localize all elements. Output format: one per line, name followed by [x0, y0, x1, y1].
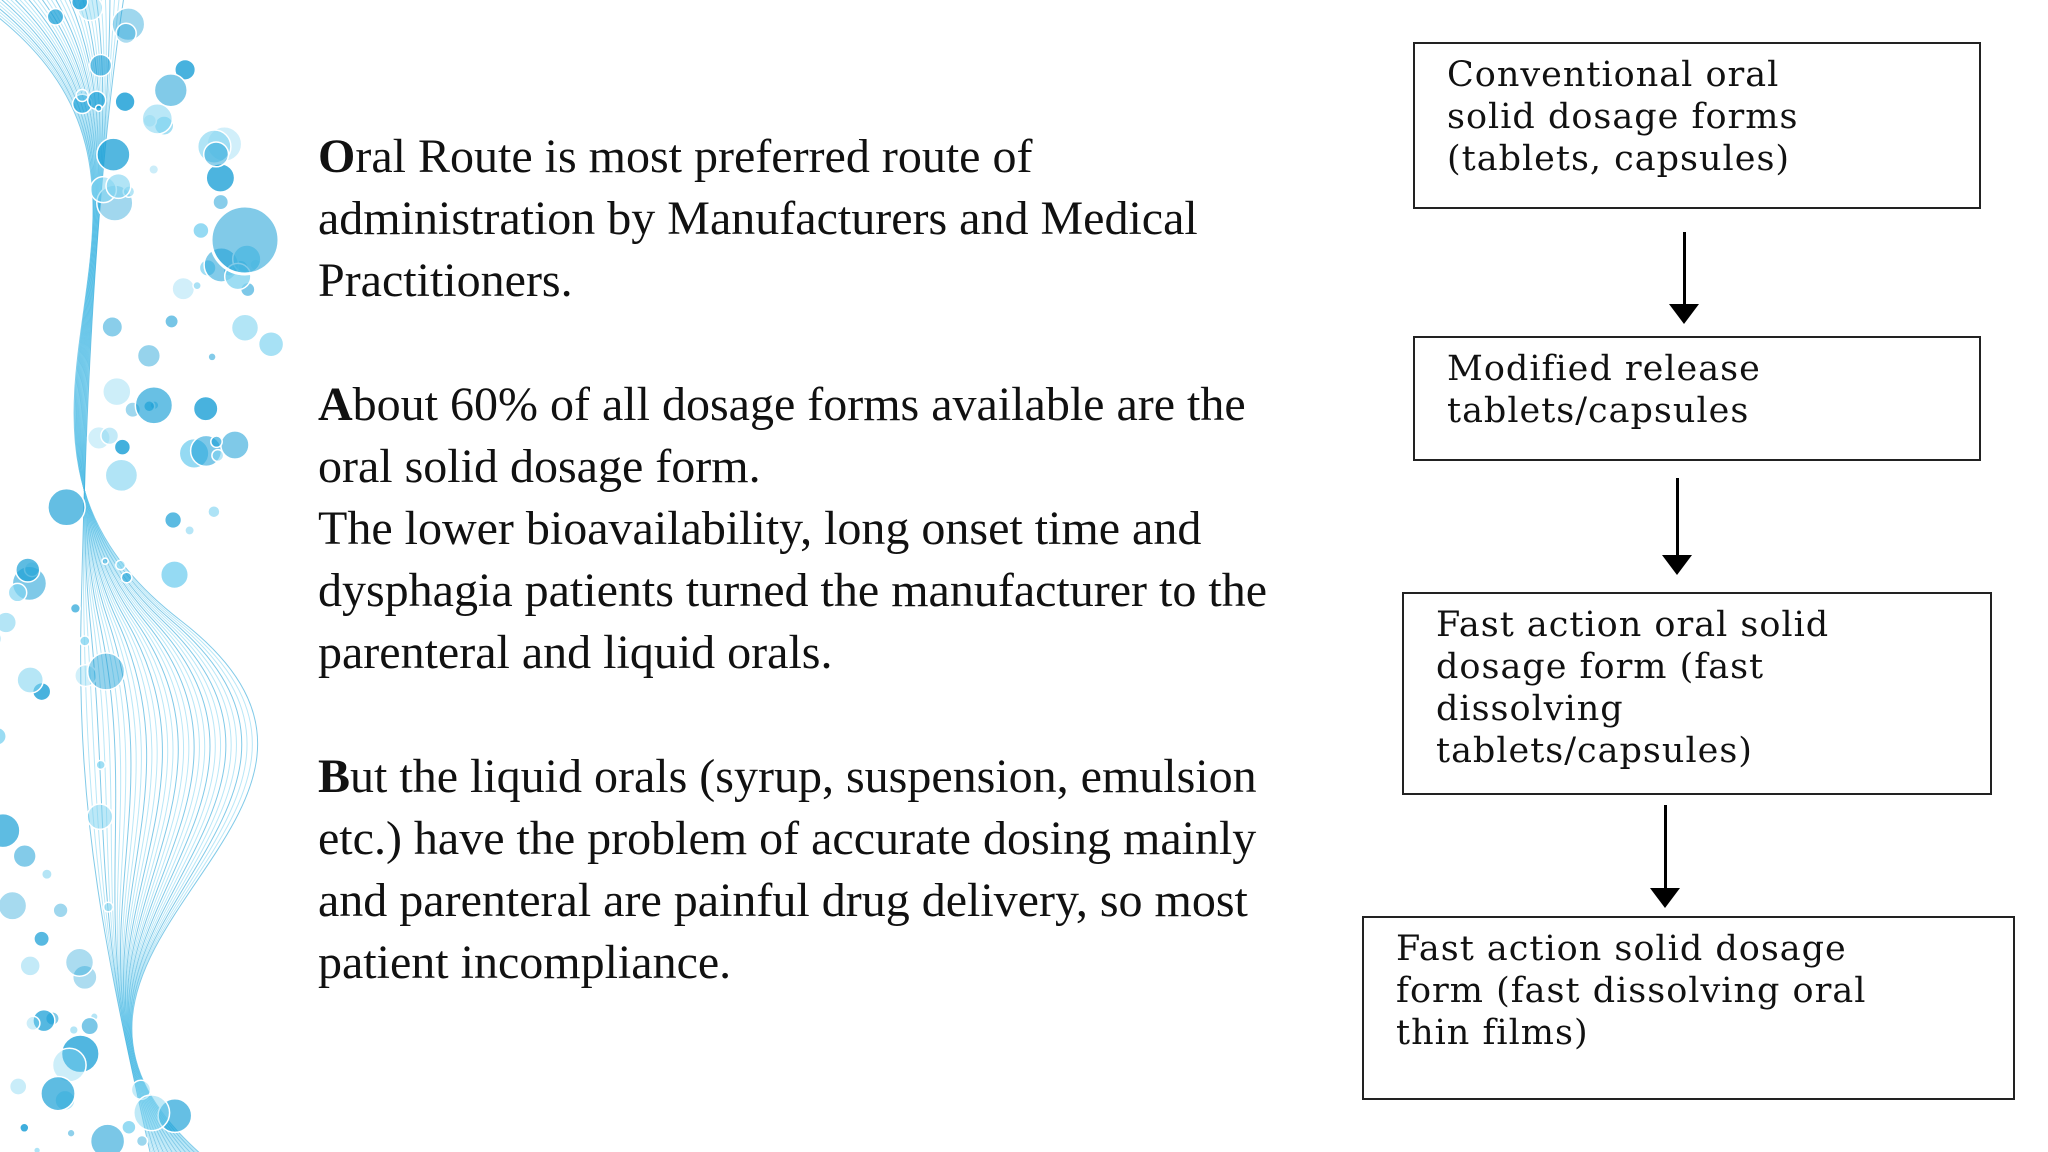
- flow-box-line: thin films): [1396, 1013, 1589, 1053]
- flow-arrow-3: [1650, 805, 1680, 908]
- flow-box-line: dissolving: [1436, 689, 1624, 729]
- flow-box-thin-films: [1362, 916, 2015, 1100]
- flow-box-modified-release: [1413, 336, 1981, 461]
- flow-box-line: dosage form (fast: [1436, 647, 1765, 687]
- paragraph-dosage-share: About 60% of all dosage forms available are the oral solid dosage form.: [318, 378, 1246, 493]
- decorative-bubble-wave-border: [0, 0, 330, 1152]
- flow-box-line: (tablets, capsules): [1447, 139, 1791, 179]
- paragraph-oral-route: Oral Route is most preferred route of administration by Manufacturers and Medical Practitioners.: [318, 130, 1198, 307]
- flow-box-fast-action-oral: [1402, 592, 1992, 795]
- flow-box-line: tablets/capsules): [1436, 731, 1753, 771]
- flow-box-line: solid dosage forms: [1447, 97, 1799, 137]
- flow-box-line: Conventional oral: [1447, 55, 1780, 95]
- flow-box-line: Modified release: [1447, 349, 1761, 389]
- paragraph-bioavailability: The lower bioavailability, long onset time and dysphagia patients turned the manufacturer to the parenteral and liquid orals.: [318, 502, 1268, 679]
- body-text: [318, 126, 1298, 1056]
- paragraph-liquid-orals: But the liquid orals (syrup, suspension, emulsion etc.) have the problem of accurate dosing mainly and parenteral are painful drug delivery, so most patient incompliance.: [318, 750, 1257, 989]
- flow-box-conventional: [1413, 42, 1981, 209]
- drop-initial: O: [318, 130, 356, 183]
- drop-initial: A: [318, 378, 353, 431]
- flow-box-line: form (fast dissolving oral: [1396, 971, 1867, 1011]
- flow-box-line: tablets/capsules: [1447, 391, 1750, 431]
- flow-box-line: Fast action solid dosage: [1396, 929, 1847, 969]
- flow-box-line: Fast action oral solid: [1436, 605, 1830, 645]
- drop-initial: B: [318, 750, 351, 803]
- flow-arrow-2: [1662, 478, 1692, 575]
- flow-arrow-1: [1669, 232, 1699, 324]
